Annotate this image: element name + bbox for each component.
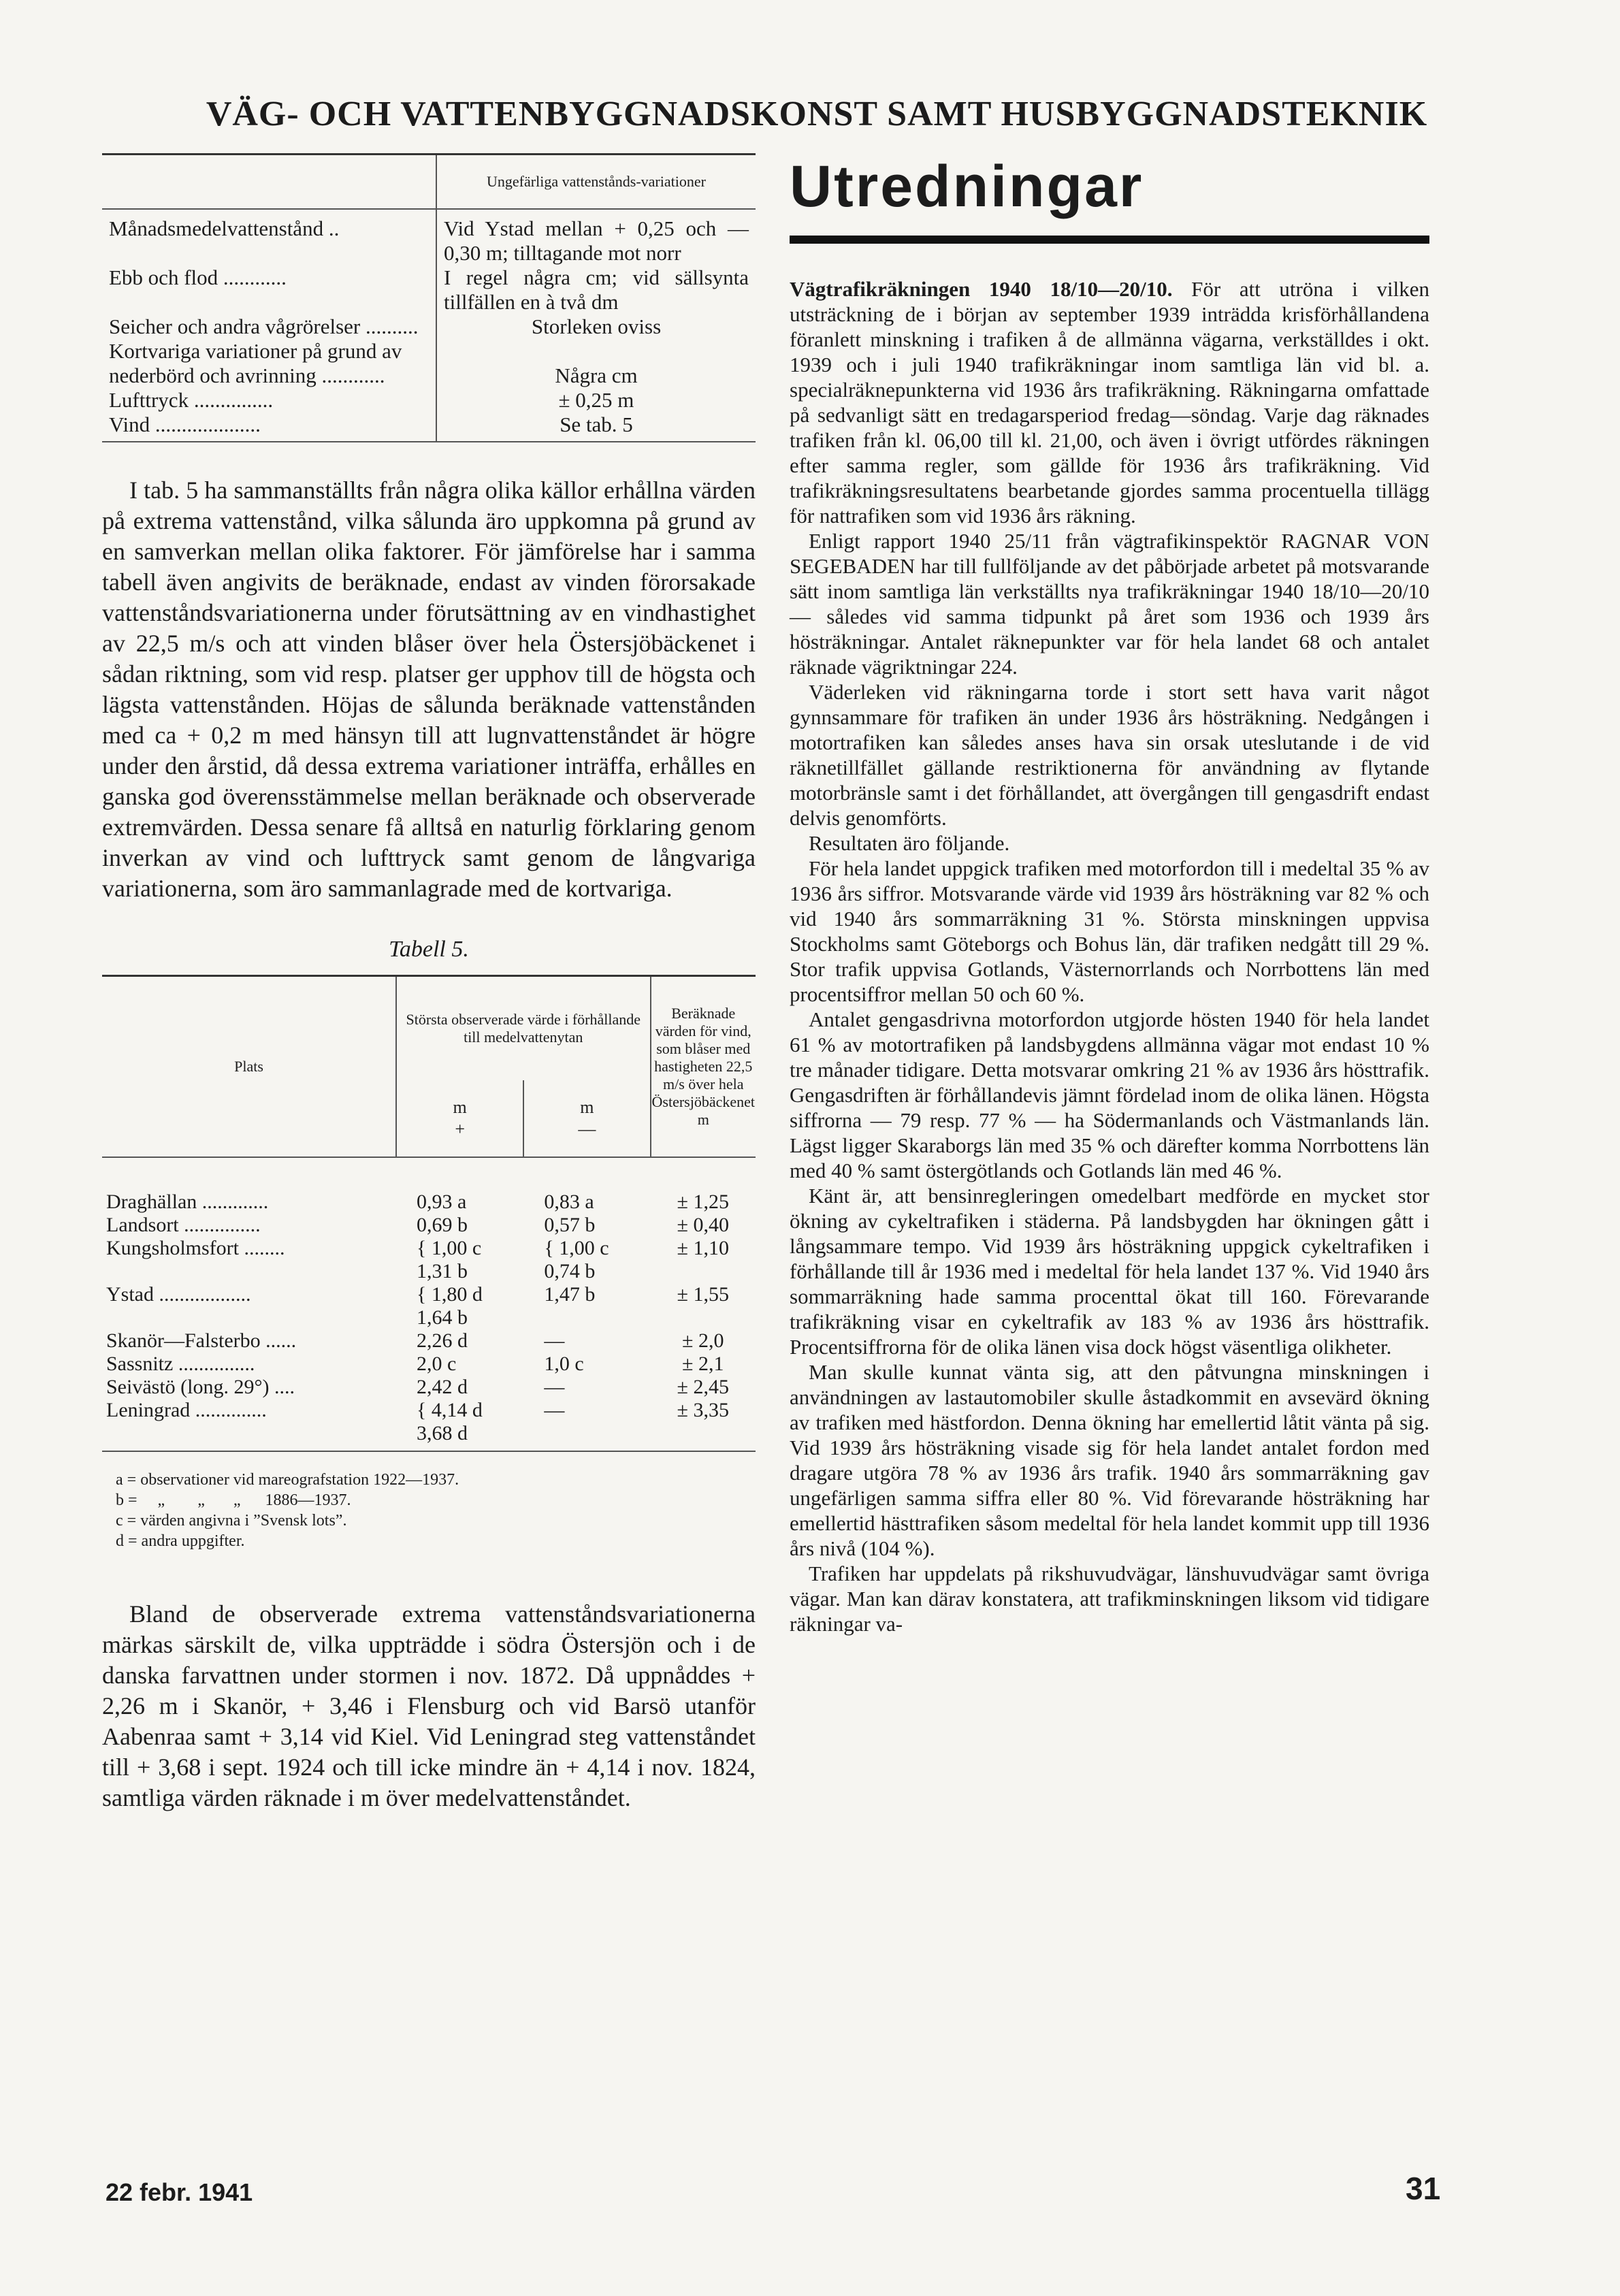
page-header: VÄG- OCH VATTENBYGGNADSKONST SAMT HUSBYGGNADSTEKNIK bbox=[206, 95, 1428, 133]
table-row-value: Vid Ystad mellan + 0,25 och — 0,30 m; tilltagande mot norr bbox=[436, 209, 756, 265]
article-paragraph: Känt är, att bensinregleringen omedelbart medförde en mycket stor ökning av cykeltrafiken i städerna. På landsbygden har ökningen gått i långsammare tempo. Vid 1939 års hösträkning uppgick cykeltrafiken i förhållande till år 1936 med i medeltal för hela landet 137 %. Vid 1940 års sommarräkning hade samma procenttal ökat till 160. Förevarande trafikräkning visar en cykeltrafik av 183 % av 1936 års hösttrafik. Procentsiffrorna för de olika länen visa dock högst väsentliga olikheter. bbox=[790, 1184, 1429, 1359]
table1-header: Ungefärliga vattenstånds-variationer bbox=[436, 155, 756, 210]
table-row: Skanör—Falsterbo ...... 2,26 d — ± 2,0 bbox=[106, 1329, 724, 1352]
table-row-value: Några cm bbox=[436, 339, 756, 388]
article-paragraph: Antalet gengasdrivna motorfordon utgjorde hösten 1940 för hela landet 61 % av motortrafiken på landsbygdens allmänna vägar mot endast 10 % tre månader tidigare. Detta motsvarar omkring 21 % av 1936 års hösttrafik. Gengasdriften är förhållandevis jämnt fördelad inom de olika länen. Högsta siffrorna — 79 resp. 77 % — ha Södermanlands och Västmanlands län. Lägst ligger Skaraborgs län med 35 % och därefter komma Norrbottens län med 40 % samt östergötlands och Gotlands län med 46 %. bbox=[790, 1007, 1429, 1182]
col-header-plats: Plats bbox=[102, 976, 396, 1158]
table-row: Leningrad .............. { 4,14 d 3,68 d — ± 3,35 bbox=[102, 1399, 756, 1451]
table5-notes bbox=[102, 1470, 756, 1551]
footnote: c = värden angivna i ”Svensk lots”. bbox=[116, 1512, 347, 1530]
col-header-calculated: Beräknade värden för vind, som blåser med hastigheten 22,5 m/s över hela Östersjöbäckenet m bbox=[651, 976, 756, 1158]
col-header-observed: Största observerade värde i förhållande till medelvattenytan bbox=[396, 976, 651, 1081]
article-paragraph: Vägtrafikräkningen 1940 18/10—20/10. För att utröna i vilken utsträckning de i början av september 1939 inträdda krisförhållandena föranlett minskning i trafiken å de allmänna vägarna, verkställdes i okt. 1939 och i juli 1940 trafikräkningar inom samtliga län vid bl. a. specialräknepunkterna vid 1936 års trafikräkning. Räkningarna omfattade på sedvanligt sätt en tredagarsperiod fredag—söndag. Varje dag räknades trafiken från kl. 06,00 till kl. 21,00, och även i övrigt utfördes räkningen efter samma regler, som gällde för 1936 års trafikräkning. Vid trafikräkningsresultatens bearbetande gjordes samma procentuella tillägg för nattrafiken som vid 1936 års räkning. bbox=[790, 277, 1429, 528]
table-row-label: Lufttryck ............... bbox=[109, 388, 274, 412]
table-row: Draghällan ............. 0,93 a 0,83 a ± 1,25 bbox=[106, 1191, 729, 1213]
article-paragraph: Trafiken har uppdelats på rikshuvudvägar, länshuvudvägar samt övriga vägar. Man kan därav konstatera, att trafikminskningen liksom vid tidigare räkningar va- bbox=[790, 1562, 1429, 1636]
table-row-value: Se tab. 5 bbox=[436, 413, 756, 442]
article-paragraph: Enligt rapport 1940 25/11 från vägtrafikinspektör RAGNAR VON SEGEBADEN har till fullföljande av det påbörjade arbetet på motsvarande sätt inom samtliga län verkställts nya trafikräkningar 1940 18/10—20/10 — således vid samma tidpunkt på året som 1936 och 1939 års hösträkningar. Antalet räknepunkter var för hela landet 68 och antalet räknade vägriktningar 224. bbox=[790, 529, 1429, 679]
table-row-label: Seicher och andra vågrörelser .......... bbox=[109, 314, 419, 338]
footnote: d = andra uppgifter. bbox=[116, 1532, 245, 1550]
body-paragraph: Bland de observerade extrema vattenståndsvariationerna märkas särskilt de, vilka uppträdde i södra Östersjön och i de danska farvattnen under stormen i nov. 1872. Då uppnåddes + 2,26 m i Skanör, + 3,46 i Flensburg och vid Barsö utanför Aabenraa samt + 3,14 vid Kiel. Vid Leningrad steg vattenståndet till + 3,68 i sept. 1924 och till icke mindre än + 4,14 i nov. 1824, samtliga värden räknade i m över medelvattenståndet. bbox=[102, 1600, 756, 1811]
body-paragraph: I tab. 5 ha sammanställts från några olika källor erhållna värden på extrema vattenstånd, vilka sålunda äro uppkomna på grund av en samverkan mellan olika faktorer. För jämförelse har i samma tabell även angivits de beräknade, endast av vinden förorsakade vattenståndsvariationerna under förutsättning av en vindhastighet av 22,5 m/s och att vinden blåser över hela Östersjöbäckenet i sådan riktning, som vid resp. platser ger upphov till de högsta och lägsta vattenstånden. Höjas de sålunda beräknade vattenstånden med ca + 0,2 m med hänsyn till att lugnvattenståndet är högre under den årstid, då dessa extrema variationer inträffa, erhålles en ganska god överensstämmelse mellan beräknade och observerade extremvärden. Dessa senare få alltså en naturlig förklaring genom inverkan av vind och lufttryck samt genom de långvariga variationerna, som äro sammanlagrade med de kortvariga. bbox=[102, 476, 756, 902]
table-row: Landsort ............... 0,69 b 0,57 b ± 0,40 bbox=[106, 1214, 729, 1236]
col-header-minus: — bbox=[578, 1119, 596, 1139]
extreme-levels-table bbox=[102, 975, 756, 1452]
right-column bbox=[790, 153, 1429, 1636]
section-title: Utredningar bbox=[790, 154, 1144, 219]
title-rule bbox=[790, 236, 1429, 244]
table-row-value: Storleken oviss bbox=[436, 314, 756, 339]
table-row-value: I regel några cm; vid sällsynta tillfällen en à två dm bbox=[436, 265, 756, 314]
table-row: Kungsholmsfort ........ { 1,00 c 1,31 b { 1,00 c 0,74 b ± 1,10 bbox=[106, 1237, 729, 1282]
article-paragraph: Man skulle kunnat vänta sig, att den påtvungna minskningen i användningen av lastautomobiler skulle åstadkommit en avsevärd ökning av trafiken med hästfordon. Denna ökning har emellertid låtit vänta på sig. Vid 1939 års hösträkning visade sig för hela landet antalet fordon med dragare utgöra 78 % av 1936 års trafik. 1940 års sommarräkning gav ungefärligen samma siffra eller 80 %. Vid förevarande hösträkning har emellertid hästtrafiken såsom medeltal för hela landet kommit upp till 1936 års nivå (104 %). bbox=[790, 1360, 1429, 1560]
table-row-label: Vind .................... bbox=[102, 413, 436, 442]
water-level-table bbox=[102, 153, 756, 442]
col-header-unit: m bbox=[580, 1097, 594, 1117]
table-row: Ystad .................. { 1,80 d 1,64 b 1,47 b ± 1,55 bbox=[106, 1283, 729, 1329]
article-paragraph: För hela landet uppgick trafiken med motorfordon till i medeltal 35 % av 1936 års siffror. Motsvarande värde vid 1939 års hösträkning var 82 % och vid 1940 års sommarräkning 31 %. Största minskningen uppvisa Stockholms samt Göteborgs och Bohus län, där trafiken nedgått till 29 %. Stor trafik uppvisa Gotlands, Västernorrlands och Norrbottens län med procentsiffror mellan 50 och 60 %. bbox=[790, 856, 1429, 1006]
table-row-label: Månadsmedelvattenstånd .. bbox=[109, 216, 340, 240]
article-paragraph: Resultaten äro följande. bbox=[809, 831, 1010, 855]
table5-caption: Tabell 5. bbox=[389, 937, 469, 962]
article-heading: Vägtrafikräkningen 1940 18/10—20/10. bbox=[790, 277, 1173, 301]
table-row-label: Ebb och flod ............ bbox=[109, 265, 287, 289]
table-row-value: ± 0,25 m bbox=[436, 388, 756, 413]
col-header-unit: m bbox=[453, 1097, 467, 1117]
col-header-plus: + bbox=[455, 1119, 465, 1139]
table-row-label: Kortvariga variationer på grund av nederbörd och avrinning ............ bbox=[109, 339, 402, 387]
left-column bbox=[102, 153, 756, 1813]
footer-date: 22 febr. 1941 bbox=[106, 2178, 253, 2206]
article-paragraph: Väderleken vid räkningarna torde i stort sett hava varit något gynnsammare för trafiken än under 1936 års hösträkning. Nedgången i motortrafiken kan således anses hava sin orsak uteslutande i de vid räknetillfället gällande restriktionerna för användning av flytande motorbränsle samt i det förhållandet, att övergången till gengasdrift endast delvis genomförts. bbox=[790, 680, 1429, 830]
table-row: Sassnitz ............... 2,0 c 1,0 c ± 2,1 bbox=[106, 1353, 724, 1375]
footnote: a = observationer vid mareografstation 1922—1937. bbox=[116, 1471, 459, 1489]
footnote: b = „ „ „ 1886—1937. bbox=[116, 1491, 351, 1509]
table-row: Seivästö (long. 29°) .... 2,42 d — ± 2,45 bbox=[106, 1376, 729, 1398]
page-number: 31 bbox=[1406, 2171, 1441, 2206]
